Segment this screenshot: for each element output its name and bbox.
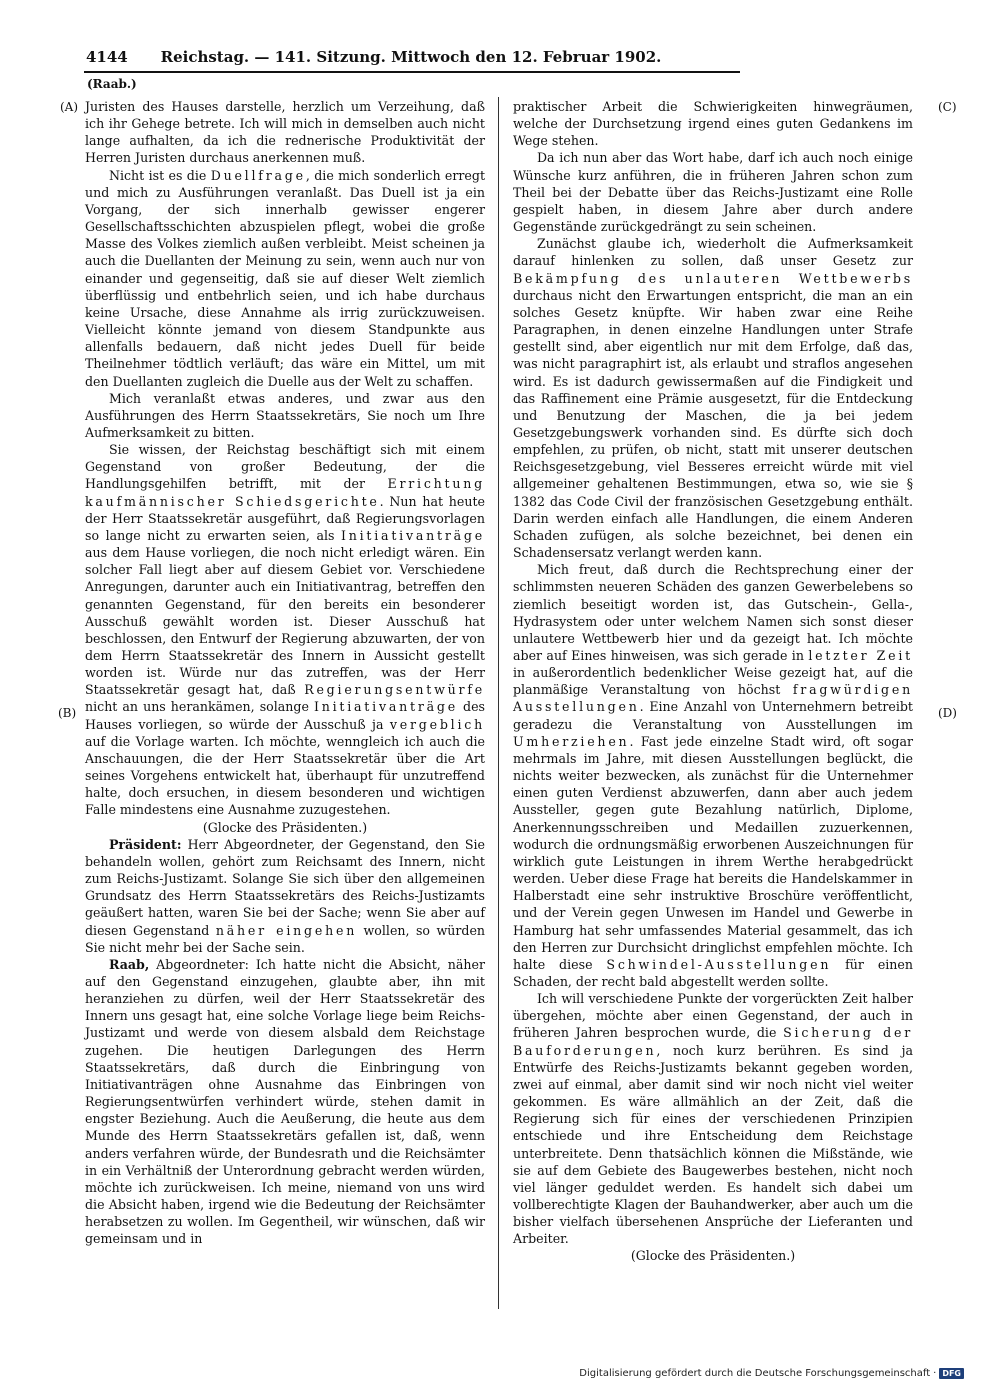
page-header	[86, 48, 736, 70]
paragraph: Ich will verschiedene Punkte der vorgerückten Zeit halber übergehen, möchte aber einen Gegenstand, der auch in früheren Jahren besprochen wurde, die Sicherung der Bauforderungen, noch kurz berühren. Es sind ja Entwürfe des Reichs-Justizamts bekannt gegeben worden, zwei auf einmal, aber damit sind wir noch nicht viel weiter gekommen. Es wäre allmählich an der Zeit, daß die Regierung sich für eines der verschiedenen Prinzipien entschiede und ihre Entscheidung dem Reichstage unterbreitete. Denn thatsächlich können die Mißstände, wie sie auf dem Gebiete des Baugewerbes bestehen, nicht noch viel länger geduldet werden. Es handelt sich dabei um vollberechtigte Klagen der Bauhandwerker, aber auch um die bisher vielfach übersehenen Ansprüche der Lieferanten und Arbeiter.	[513, 991, 913, 1247]
speaker-label: Raab,	[108, 956, 150, 972]
paragraph: Juristen des Hauses darstelle, herzlich um Verzeihung, daß ich ihr Gehege betrete. Ich will mich in demselben auch nicht lange aufhalten, da ich die rednerische Produktivität der Herren Juristen durchaus anerkennen muß.	[85, 99, 485, 166]
paragraph: Mich veranlaßt etwas anderes, und zwar aus den Ausführungen des Herrn Staatssekretärs, Sie noch um Ihre Aufmerksamkeit zu bitten.	[85, 390, 485, 440]
footer: Digitalisierung gefördert durch die Deutsche Forschungsgemeinschaft · DFG	[579, 1368, 964, 1379]
dfg-logo-icon: DFG	[939, 1368, 964, 1379]
paragraph: Zunächst glaube ich, wiederholt die Aufmerksamkeit darauf hinlenken zu sollen, daß unser Gesetz zur Bekämpfung des unlauteren Wettbewerbs durchaus nicht den Erwartungen entspricht, die man an ein solches Gesetz knüpfte. Wir haben zwar eine Reihe Paragraphen, in denen einzelne Handlungen unter Strafe gestellt sind, aber eigentlich nur mit dem Erfolge, daß das, was nicht paragraphirt ist, als erlaubt und straflos angesehen wird. Es ist dadurch gewissermaßen auf die Findigkeit und das Raffinement eine Prämie ausgesetzt, für die Entdeckung und Benutzung der Maschen, die ja bei jedem Gesetzgebungswerk vorhanden sind. Es dürfte sich doch empfehlen, zu prüfen, ob nicht, statt mit unserer deutschen Reichsgesetzgebung, viel Besseres erreicht würde mit viel allgemeiner gehaltenen Bestimmungen, etwa so, wie sie § 1382 das Code Civil der französischen Gesetzgebung enthält. Darin werden einfach alle Handlungen, die einem Anderen Schaden zufügen, als solche bezeichnet, bei denen ein Schadensersatz verlangt werden kann.	[513, 236, 913, 561]
stage-direction: (Glocke des Präsidenten.)	[202, 819, 368, 835]
paragraph: Da ich nun aber das Wort habe, darf ich auch noch einige Wünsche kurz anführen, die in früheren Jahren schon zum Theil bei der Debatte über das Reichs-Justizamt eine Rolle gespielt haben, in diesem Jahre aber durch andere Gegenstände zurückgedrängt zu sein scheinen.	[513, 150, 913, 235]
right-column	[513, 98, 913, 1265]
column-divider	[498, 97, 499, 1309]
margin-marker-c: (C)	[938, 100, 957, 114]
margin-marker-a: (A)	[60, 100, 79, 114]
paragraph: Sie wissen, der Reichstag beschäftigt sich mit einem Gegenstand von großer Bedeutung, der die Handlungsgehilfen betrifft, mit der Errichtung kaufmännischer Schiedsgerichte. Nun hat heute der Herr Staatssekretär ausgeführt, daß Regierungsvorlagen so lange nicht zu erwarten seien, als Initiativanträge aus dem Hause vorliegen, die noch nicht erledigt wären. Ein solcher Fall liegt aber auf diesem Gebiet vor. Verschiedene Anregungen, darunter auch ein Initiativantrag, betreffen den genannten Gegenstand, für den bereits ein besonderer Ausschuß gewählt worden ist. Dieser Ausschuß hat beschlossen, den Entwurf der Regierung abzuwarten, der von dem Herrn Staatssekretär des Innern in Aussicht gestellt worden ist. Würde nur das zutreffen, was der Herr Staatssekretär gesagt hat, daß Regierungsentwürfe nicht an uns herankämen, solange Initiativanträge des Hauses vorliegen, so würde der Ausschuß ja vergeblich auf die Vorlage warten. Ich möchte, wenngleich ich auch die Anschauungen, die der Herr Staatssekretär über die Art seines Vorgehens entwickelt hat, überhaupt für unzutreffend halte, doch ersuchen, in diesem besonderen und wichtigen Falle mindestens eine Ausnahme zuzugestehen.	[85, 442, 485, 818]
paragraph: praktischer Arbeit die Schwierigkeiten hinwegräumen, welche der Durchsetzung irgend eines guten Gedankens im Wege stehen.	[513, 99, 913, 149]
paragraph: Mich freut, daß durch die Rechtsprechung einer der schlimmsten neueren Schäden des ganzen Gewerbelebens so ziemlich beseitigt worden ist, das Gutschein-, Gella-, Hydrasystem oder unter welchem Namen sich sonst dieser unlautere Wettbewerb hier und da gezeigt hat. Ich möchte aber auf Eines hinweisen, was sich gerade in letzter Zeit in außerordentlich bedenklicher Weise gezeigt hat, auf die planmäßige Veranstaltung von höchst fragwürdigen Ausstellungen. Eine Anzahl von Unternehmern betreibt geradezu die Veranstaltung von Ausstellungen im Umherziehen. Fast jede einzelne Stadt wird, oft sogar mehrmals im Jahre, mit diesen Ausstellungen beglückt, die nichts weiter bezwecken, als zunächst für die Unternehmer einen guten Verdienst abzuwerfen, dann aber auch jedem Aussteller, gegen gute Bezahlung natürlich, Diplome, Anerkennungsschreiben und Medaillen zuzuerkennen, wodurch die ordnungsmäßig erworbenen Auszeichnungen für wirklich gute Leistungen in ihrem Werthe herabgedrückt werden. Ueber diese Frage hat bereits die Handelskammer in Halberstadt eine sehr instruktive Broschüre veröffentlicht, und der Verein gegen Unwesen im Handel und Gewerbe in Hamburg hat sehr umfassendes Material gesammelt, das ich den Herren zur Durchsicht dringlichst empfehlen möchte. Ich halte diese Schwindel-Ausstellungen für einen Schaden, der recht bald abgestellt werden sollte.	[513, 562, 913, 989]
running-title: Reichstag. — 141. Sitzung. Mittwoch den 12. Februar 1902.	[160, 48, 662, 66]
speaker-continuation: (Raab.)	[87, 77, 137, 91]
margin-marker-b: (B)	[58, 706, 77, 720]
margin-marker-d: (D)	[938, 706, 957, 720]
speaker-label: Präsident:	[108, 836, 182, 852]
paragraph: Präsident: Herr Abgeordneter, der Gegenstand, den Sie behandeln wollen, gehört zum Reichsamt des Innern, nicht zum Reichs-Justizamt. Solange Sie sich über den allgemeinen Grundsatz des Herrn Staatssekretärs des Reichs-Justizamts geäußert hatten, waren Sie bei der Sache; wenn Sie aber auf diesen Gegenstand näher eingehen wollen, so würden Sie nicht mehr bei der Sache sein.	[85, 836, 486, 955]
page-number: 4144	[86, 48, 128, 66]
stage-direction: (Glocke des Präsidenten.)	[630, 1248, 796, 1264]
paragraph: Raab, Abgeordneter: Ich hatte nicht die Absicht, näher auf den Gegenstand einzugehen, glaubte aber, ihn mit heranziehen zu dürfen, weil der Herr Staatssekretär des Innern uns gesagt hat, eine solche Vorlage liege beim Reichs-Justizamt und werde von diesem alsbald dem Reichstage zugehen. Die heutigen Darlegungen des Herrn Staatssekretärs, daß durch die Einbringung von Initiativanträgen ohne Ausnahme das Einbringen von Regierungsentwürfen verhindert würde, stehen damit in engster Beziehung. Auch die Aeußerung, die heute aus dem Munde des Herrn Staatssekretärs gefallen ist, daß, wenn anders verfahren würde, der Bundesrath und die Reichsämter in ein Verhältniß der Unterordnung gebracht werden würden, möchte ich zurückweisen. Ich meine, niemand von uns wird die Absicht haben, irgend wie die Bedeutung der Reichsämter herabsetzen zu wollen. Im Gegentheil, wir wünschen, daß wir gemeinsam und in	[85, 956, 485, 1247]
left-column	[85, 98, 485, 1247]
footer-credit: Digitalisierung gefördert durch die Deutsche Forschungsgemeinschaft	[579, 1368, 931, 1379]
header-rule	[84, 71, 740, 73]
paragraph: Nicht ist es die Duellfrage, die mich sonderlich erregt und mich zu Ausführungen veranlaßt. Das Duell ist ja ein Vorgang, der sich innerhalb gewisser engerer Gesellschaftsschichten abzuspielen pflegt, wobei die große Masse des Volkes ziemlich außen verbleibt. Meist scheinen ja auch die Duellanten der Meinung zu sein, wenn auch nur von einander und gegenseitig, daß sie auf dieser Welt ziemlich überflüssig und entbehrlich seien, und ich habe durchaus keine Ursache, diese Annahme als irrig zurückzuweisen. Vielleicht könnte jemand von diesem Standpunkte aus allenfalls bedauern, daß nicht jedes Duell für beide Theilnehmer tödtlich verläuft; das wäre ein Mittel, um mit den Duellanten zugleich die Duelle aus der Welt zu schaffen.	[85, 167, 485, 389]
